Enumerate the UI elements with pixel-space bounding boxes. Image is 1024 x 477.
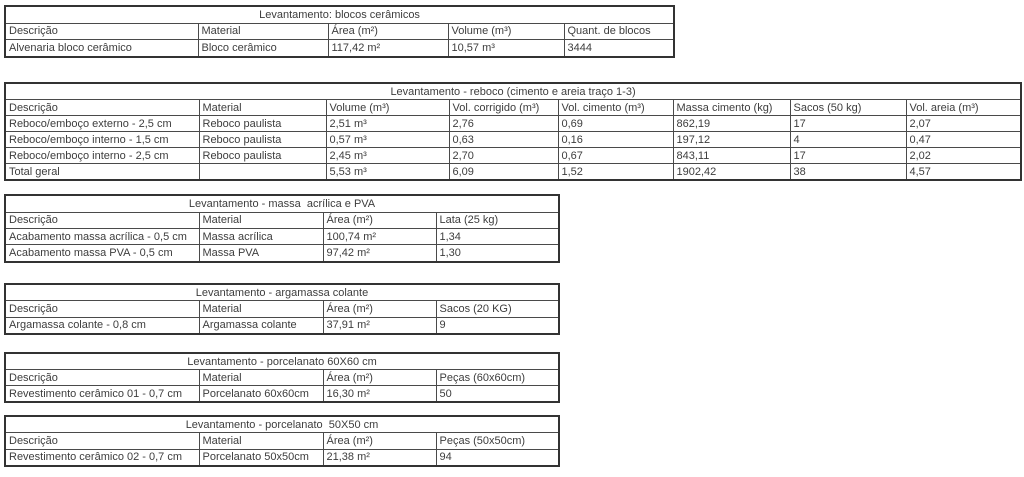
column-header: Vol. corrigido (m³)	[449, 100, 558, 116]
cell: Massa PVA	[199, 245, 323, 262]
cell: 0,57 m³	[326, 132, 449, 148]
table-row	[5, 116, 1021, 132]
cell: 0,67	[558, 148, 673, 164]
cell: Reboco paulista	[199, 148, 326, 164]
column-header: Área (m²)	[323, 212, 436, 228]
column-header: Descrição	[5, 370, 199, 386]
cell: 1902,42	[673, 164, 790, 181]
cell: 862,19	[673, 116, 790, 132]
column-header: Vol. areia (m³)	[906, 100, 1021, 116]
table-header-row	[5, 433, 559, 449]
column-header: Sacos (50 kg)	[790, 100, 906, 116]
column-header: Volume (m³)	[448, 23, 564, 40]
table-title: Levantamento: blocos cerâmicos	[5, 6, 674, 23]
cell: Massa acrílica	[199, 228, 323, 244]
cell: Acabamento massa acrílica - 0,5 cm	[5, 228, 199, 244]
table-reboco	[4, 82, 1022, 181]
table-title: Levantamento - massa acrílica e PVA	[5, 195, 559, 212]
table-header-row	[5, 370, 559, 386]
cell: 2,51 m³	[326, 116, 449, 132]
column-header: Material	[198, 23, 328, 40]
cell: 1,30	[436, 245, 559, 262]
table-title-row	[5, 284, 559, 301]
cell: 4	[790, 132, 906, 148]
column-header: Área (m²)	[328, 23, 448, 40]
cell: Revestimento cerâmico 02 - 0,7 cm	[5, 449, 199, 466]
table-title: Levantamento - porcelanato 60X60 cm	[5, 353, 559, 370]
table-header-row	[5, 23, 674, 40]
cell: 97,42 m²	[323, 245, 436, 262]
cell: Argamassa colante - 0,8 cm	[5, 317, 199, 334]
cell: Acabamento massa PVA - 0,5 cm	[5, 245, 199, 262]
table-title-row	[5, 6, 674, 23]
column-header: Peças (50x50cm)	[436, 433, 559, 449]
cell: Reboco paulista	[199, 132, 326, 148]
column-header: Peças (60x60cm)	[436, 370, 559, 386]
cell: 5,53 m³	[326, 164, 449, 181]
cell: 0,47	[906, 132, 1021, 148]
table-argamassa-colante	[4, 283, 560, 335]
cell: 1,52	[558, 164, 673, 181]
column-header: Área (m²)	[323, 301, 436, 317]
column-header: Material	[199, 100, 326, 116]
cell: 4,57	[906, 164, 1021, 181]
table-blocos-ceramicos	[4, 5, 675, 58]
table-row	[5, 40, 674, 57]
column-header: Volume (m³)	[326, 100, 449, 116]
cell: 2,70	[449, 148, 558, 164]
cell: 843,11	[673, 148, 790, 164]
table-header-row	[5, 301, 559, 317]
cell: 0,69	[558, 116, 673, 132]
cell: 0,63	[449, 132, 558, 148]
cell: 117,42 m²	[328, 40, 448, 57]
table-row	[5, 317, 559, 334]
table-header-row	[5, 100, 1021, 116]
cell: 2,07	[906, 116, 1021, 132]
table-title: Levantamento - argamassa colante	[5, 284, 559, 301]
table-row	[5, 148, 1021, 164]
cell: 94	[436, 449, 559, 466]
cell: 0,16	[558, 132, 673, 148]
column-header: Descrição	[5, 433, 199, 449]
cell: 2,02	[906, 148, 1021, 164]
cell: 2,45 m³	[326, 148, 449, 164]
cell: Porcelanato 60x60cm	[199, 386, 323, 403]
cell: 50	[436, 386, 559, 403]
cell	[199, 164, 326, 181]
column-header: Área (m²)	[323, 370, 436, 386]
table-header-row	[5, 212, 559, 228]
table-row	[5, 386, 559, 403]
cell: 1,34	[436, 228, 559, 244]
cell: 197,12	[673, 132, 790, 148]
table-title-row	[5, 353, 559, 370]
column-header: Material	[199, 370, 323, 386]
column-header: Vol. cimento (m³)	[558, 100, 673, 116]
cell: 16,30 m²	[323, 386, 436, 403]
cell: 10,57 m³	[448, 40, 564, 57]
cell: Bloco cerâmico	[198, 40, 328, 57]
cell: Reboco/emboço interno - 2,5 cm	[5, 148, 199, 164]
table-porcelanato-60x60	[4, 352, 560, 403]
column-header: Descrição	[5, 301, 199, 317]
table-title-row	[5, 416, 559, 433]
cell: 100,74 m²	[323, 228, 436, 244]
column-header: Descrição	[5, 100, 199, 116]
cell: Reboco paulista	[199, 116, 326, 132]
column-header: Área (m²)	[323, 433, 436, 449]
column-header: Material	[199, 433, 323, 449]
cell: 17	[790, 116, 906, 132]
table-porcelanato-50x50	[4, 415, 560, 467]
cell: 6,09	[449, 164, 558, 181]
table-title-row	[5, 195, 559, 212]
column-header: Lata (25 kg)	[436, 212, 559, 228]
cell: 38	[790, 164, 906, 181]
cell: Argamassa colante	[199, 317, 323, 334]
cell: 21,38 m²	[323, 449, 436, 466]
cell: Reboco/emboço externo - 2,5 cm	[5, 116, 199, 132]
cell: Reboco/emboço interno - 1,5 cm	[5, 132, 199, 148]
cell: 17	[790, 148, 906, 164]
column-header: Material	[199, 212, 323, 228]
table-row	[5, 164, 1021, 181]
column-header: Descrição	[5, 23, 198, 40]
cell: 37,91 m²	[323, 317, 436, 334]
table-row	[5, 228, 559, 244]
cell: Revestimento cerâmico 01 - 0,7 cm	[5, 386, 199, 403]
table-row	[5, 449, 559, 466]
cell: 3444	[564, 40, 674, 57]
column-header: Massa cimento (kg)	[673, 100, 790, 116]
cell: 9	[436, 317, 559, 334]
table-title: Levantamento - porcelanato 50X50 cm	[5, 416, 559, 433]
table-title-row	[5, 83, 1021, 100]
cell: Total geral	[5, 164, 199, 181]
column-header: Quant. de blocos	[564, 23, 674, 40]
column-header: Sacos (20 KG)	[436, 301, 559, 317]
cell: Porcelanato 50x50cm	[199, 449, 323, 466]
cell: 2,76	[449, 116, 558, 132]
column-header: Descrição	[5, 212, 199, 228]
cell: Alvenaria bloco cerâmico	[5, 40, 198, 57]
table-title: Levantamento - reboco (cimento e areia traço 1-3)	[5, 83, 1021, 100]
table-row	[5, 132, 1021, 148]
column-header: Material	[199, 301, 323, 317]
table-massa-acrilica-pva	[4, 194, 560, 263]
table-row	[5, 245, 559, 262]
